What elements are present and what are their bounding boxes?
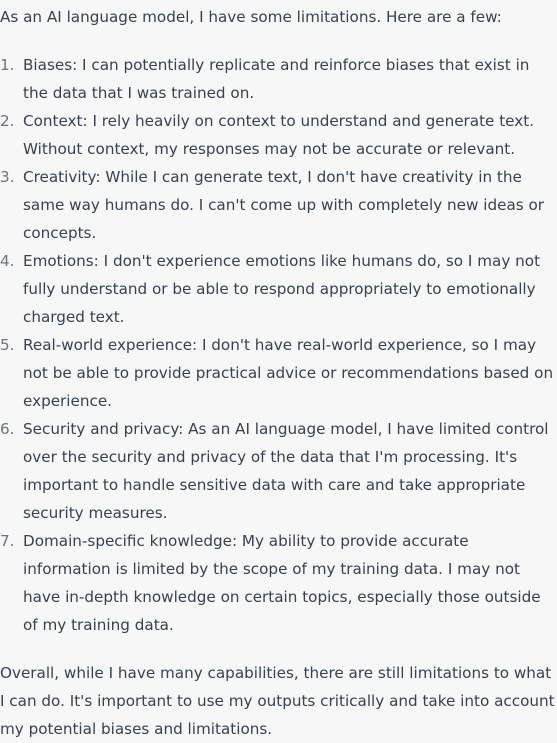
limitation-item-biases (0, 51, 557, 107)
limitation-item-context (0, 107, 557, 163)
list-number: 1. (0, 56, 15, 74)
list-number: 2. (0, 112, 15, 130)
limitation-text: Real-world experience: I don't have real-world experience, so I may not be able to provide practical advice or recommendations based on experience. (23, 336, 554, 410)
limitation-item-emotions (0, 247, 557, 331)
conclusion-text: Overall, while I have many capabilities, there are still limitations to what I can do. It's important to use my outputs critically and take into account my potential biases and limitations. (0, 664, 555, 738)
limitation-text: Domain-specific knowledge: My ability to provide accurate information is limited by the scope of my training data. I may not have in-depth knowledge on certain topics, especially those outside of my training data. (23, 532, 541, 634)
limitation-text: Biases: I can potentially replicate and reinforce biases that exist in the data that I was trained on. (23, 56, 530, 102)
limitation-item-real-world-experience (0, 331, 557, 415)
limitation-text: Emotions: I don't experience emotions like humans do, so I may not fully understand or be able to respond appropriately to emotionally charged text. (23, 252, 541, 326)
list-number: 4. (0, 252, 15, 270)
limitation-text: Security and privacy: As an AI language model, I have limited control over the security and privacy of the data that I'm processing. It's important to handle sensitive data with care and take appropriate security measures. (23, 420, 549, 522)
limitation-item-security-privacy (0, 415, 557, 527)
limitation-item-domain-knowledge (0, 527, 557, 639)
limitation-text: Creativity: While I can generate text, I don't have creativity in the same way humans do. I can't come up with completely new ideas or concepts. (23, 168, 545, 242)
limitations-list (0, 51, 557, 639)
limitation-item-creativity (0, 163, 557, 247)
list-number: 7. (0, 532, 15, 550)
list-number: 3. (0, 168, 15, 186)
intro-text: As an AI language model, I have some limitations. Here are a few: (0, 8, 502, 26)
list-number: 5. (0, 336, 15, 354)
list-number: 6. (0, 420, 15, 438)
limitation-text: Context: I rely heavily on context to understand and generate text. Without context, my responses may not be accurate or relevant. (23, 112, 535, 158)
